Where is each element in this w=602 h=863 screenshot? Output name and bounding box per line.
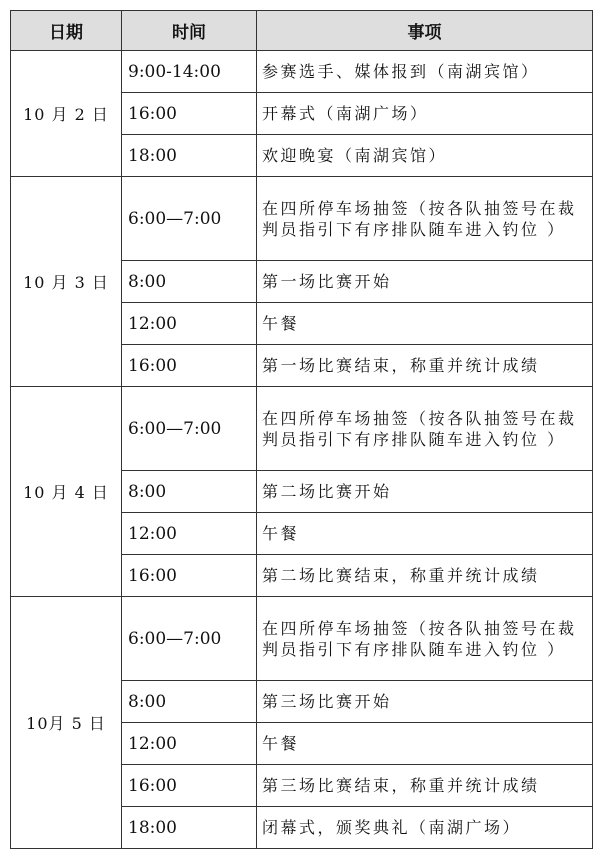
event-cell: 闭幕式，颁奖典礼（南湖广场） [257,807,593,849]
table-row [11,597,593,681]
time-cell: 8:00 [122,471,257,513]
time-cell: 16:00 [122,345,257,387]
date-cell: 10 月 4 日 [11,387,122,597]
table-row [11,51,593,93]
table-row [11,177,593,261]
header-row [11,11,593,51]
header-date: 日期 [11,11,122,51]
date-cell: 10 月 2 日 [11,51,122,177]
event-cell: 第二场比赛结束，称重并统计成绩 [257,555,593,597]
time-cell: 6:00—7:00 [122,177,257,261]
time-cell: 6:00—7:00 [122,387,257,471]
header-time: 时间 [122,11,257,51]
event-cell: 第一场比赛结束，称重并统计成绩 [257,345,593,387]
event-cell: 第三场比赛开始 [257,681,593,723]
event-cell: 开幕式（南湖广场） [257,93,593,135]
time-cell: 16:00 [122,765,257,807]
time-cell: 12:00 [122,303,257,345]
time-cell: 6:00—7:00 [122,597,257,681]
time-cell: 16:00 [122,555,257,597]
event-cell: 午餐 [257,723,593,765]
date-cell: 10月 5 日 [11,597,122,849]
time-cell: 8:00 [122,681,257,723]
time-cell: 8:00 [122,261,257,303]
header-event: 事项 [257,11,593,51]
event-cell: 午餐 [257,303,593,345]
event-cell: 在四所停车场抽签（按各队抽签号在裁判员指引下有序排队随车进入钓位 ） [257,387,593,471]
table-row [11,387,593,471]
event-cell: 第三场比赛结束，称重并统计成绩 [257,765,593,807]
time-cell: 18:00 [122,807,257,849]
event-cell: 在四所停车场抽签（按各队抽签号在裁判员指引下有序排队随车进入钓位 ） [257,597,593,681]
event-cell: 午餐 [257,513,593,555]
event-cell: 参赛选手、媒体报到（南湖宾馆） [257,51,593,93]
event-cell: 在四所停车场抽签（按各队抽签号在裁判员指引下有序排队随车进入钓位 ） [257,177,593,261]
time-cell: 18:00 [122,135,257,177]
date-cell: 10 月 3 日 [11,177,122,387]
event-cell: 第一场比赛开始 [257,261,593,303]
time-cell: 16:00 [122,93,257,135]
time-cell: 9:00-14:00 [122,51,257,93]
event-cell: 欢迎晚宴（南湖宾馆） [257,135,593,177]
time-cell: 12:00 [122,513,257,555]
schedule-table [10,10,593,849]
time-cell: 12:00 [122,723,257,765]
event-cell: 第二场比赛开始 [257,471,593,513]
